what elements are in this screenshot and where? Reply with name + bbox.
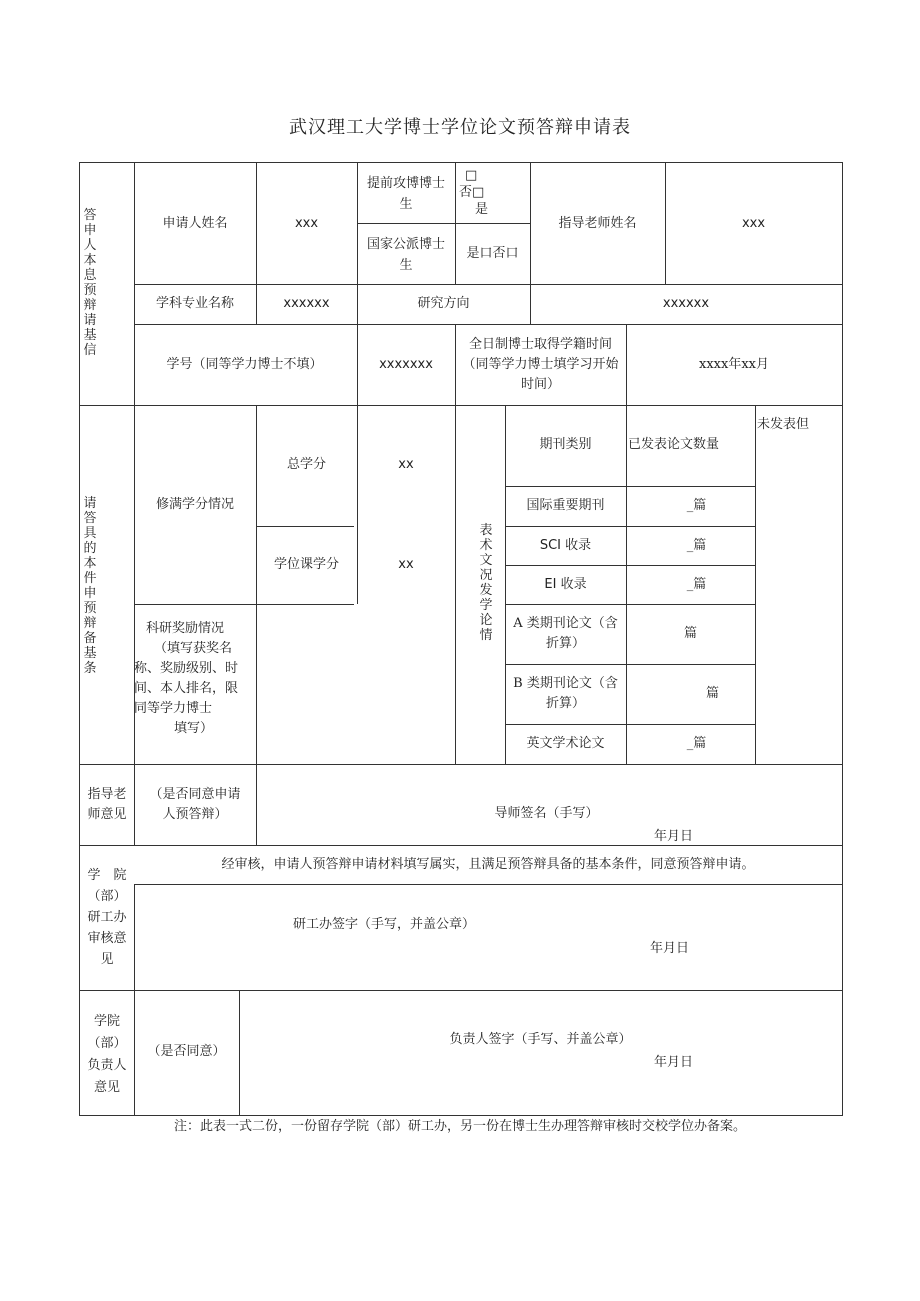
total-credit-label: 总学分 [286,457,326,472]
head-opinion-label [80,1011,134,1099]
office-signature: 研工办签字（手写，并盖公章） [292,917,475,932]
divider [505,526,755,527]
footnote: 注：此表一式二份，一份留存学院（部）研工办，另一份在博士生办理答辩审核时交校学位办备案。 [173,1119,746,1134]
published-count-header: 已发表论文数量 [628,437,720,452]
early-phd-options[interactable] [455,167,530,218]
checkbox-no[interactable]: 否□ [459,185,485,200]
checkbox-empty[interactable]: □ [465,168,478,183]
option-yes: 是 [475,202,489,217]
review-statement: 经审核，申请人预答辩申请材料填写属实，且满足预答辩具备的基本条件，同意预答辩申请。 [221,857,755,872]
college-review-line2: （部） [87,889,127,904]
applicant-name-value: xxx [294,216,319,231]
pub-row-label: SCI 收录 [539,538,592,553]
gov-sponsored-options[interactable]: 是口否口 [466,246,519,261]
enroll-time-value: xxxx年xx月 [699,357,769,372]
enroll-time-label-line3: 时间） [520,377,560,392]
section-divider [80,405,842,406]
advisor-consent-line2: 人预答辩） [162,807,228,822]
major-label: 学科专业名称 [155,296,234,311]
divider [134,884,842,885]
form-title: 武汉理工大学博士学位论文预答辩申请表 [289,117,631,138]
advisor-consent-hint [134,785,256,825]
journal-type-header: 期刊类别 [539,437,592,452]
gov-sponsored-label: 国家公派博士生 [366,237,445,273]
pub-row-count: _篇 [686,736,707,751]
advisor-opinion-line2: 师意见 [87,807,127,822]
pub-row-label-line1: B 类期刊论文（含 [513,676,618,691]
pub-row-label-line1: A 类期刊论文（含 [513,616,618,631]
award-line1: 科研奖励情况 [146,621,225,636]
head-opinion-line1: 学院 [93,1014,120,1029]
head-date: 年月日 [654,1055,694,1070]
award-label [134,619,256,739]
degree-credit-label: 学位课学分 [273,557,339,572]
divider [505,565,755,566]
advisor-date: 年月日 [654,829,694,844]
section-divider [80,764,842,765]
college-review-line5: 见 [100,952,114,967]
credit-label: 修满学分情况 [155,497,234,512]
enroll-time-label [455,335,626,395]
major-value: xxxxxx [283,296,330,311]
section-1-label: 答申人本息预辩请基信 [83,208,97,358]
application-form-table [79,162,843,1116]
applicant-name-label: 申请人姓名 [162,216,228,231]
pub-row-label: 国际重要期刊 [526,498,605,513]
divider [357,223,530,224]
pub-row-label-line2: 折算） [545,696,585,711]
divider [134,604,354,605]
head-consent-hint: （是否同意） [147,1044,226,1059]
divider [755,405,756,764]
head-opinion-line4: 意见 [93,1080,120,1095]
unpublished-header: 未发表但 [757,417,810,432]
publication-section-label: 表术文况发学论情 [479,523,493,643]
college-review-line1: 学 院 [87,868,127,883]
divider [505,486,755,487]
award-line2: （填写获奖名 [154,641,233,656]
divider [505,604,755,605]
pub-row-label [505,614,626,654]
divider [505,724,755,725]
research-direction-label: 研究方向 [417,296,470,311]
college-review-label [80,865,134,970]
enroll-time-label-line2: （同等学力博士填学习开始 [462,357,619,372]
award-line6: 填写） [174,721,214,736]
pub-row-label-line2: 折算） [545,636,585,651]
divider [134,284,842,285]
pub-row-label [505,674,626,714]
divider [239,990,240,1115]
divider [455,405,456,764]
pub-row-label: EI 收录 [544,577,587,592]
pub-row-count: _篇 [686,498,707,513]
award-line4: 间、本人排名，限 [134,681,239,696]
total-credit-value: xx [398,457,414,472]
advisor-opinion-line1: 指导老 [87,787,127,802]
head-opinion-line2: （部） [87,1036,127,1051]
pub-row-label: 英文学术论文 [526,736,605,751]
pub-row-count: _篇 [686,577,707,592]
section-2-label: 请答具的本件申预辩备基条 [83,496,97,676]
research-direction-value: xxxxxx [662,296,710,311]
pub-row-count: 篇 [683,626,697,641]
advisor-opinion-label [80,785,134,825]
student-id-label: 学号（同等学力博士不填） [166,357,323,372]
divider [134,324,842,325]
section-divider [80,845,842,846]
section-divider [80,990,842,991]
pub-row-count: _篇 [686,538,707,553]
degree-credit-value: xx [398,557,414,572]
advisor-consent-line1: （是否同意申请 [149,787,241,802]
head-signature: 负责人签字（手写、并盖公章） [449,1032,632,1047]
student-id-value: xxxxxxx [379,357,433,372]
enroll-time-label-line1: 全日制博士取得学籍时间 [468,337,612,352]
divider [505,664,755,665]
office-date: 年月日 [650,941,690,956]
advisor-name-label: 指导老师姓名 [558,216,637,231]
award-line3: 称、奖励级别、时 [134,661,239,676]
pub-row-count: 篇 [705,686,719,701]
head-opinion-line3: 负责人 [87,1058,127,1073]
advisor-name-value: xxx [741,216,766,231]
award-line5: 同等学力博士 [134,701,213,716]
college-review-line3: 研工办 [87,910,127,925]
divider [256,526,354,527]
early-phd-label: 提前攻博博士生 [366,176,445,212]
college-review-line4: 审核意 [87,931,127,946]
advisor-signature: 导师签名（手写） [494,806,599,821]
